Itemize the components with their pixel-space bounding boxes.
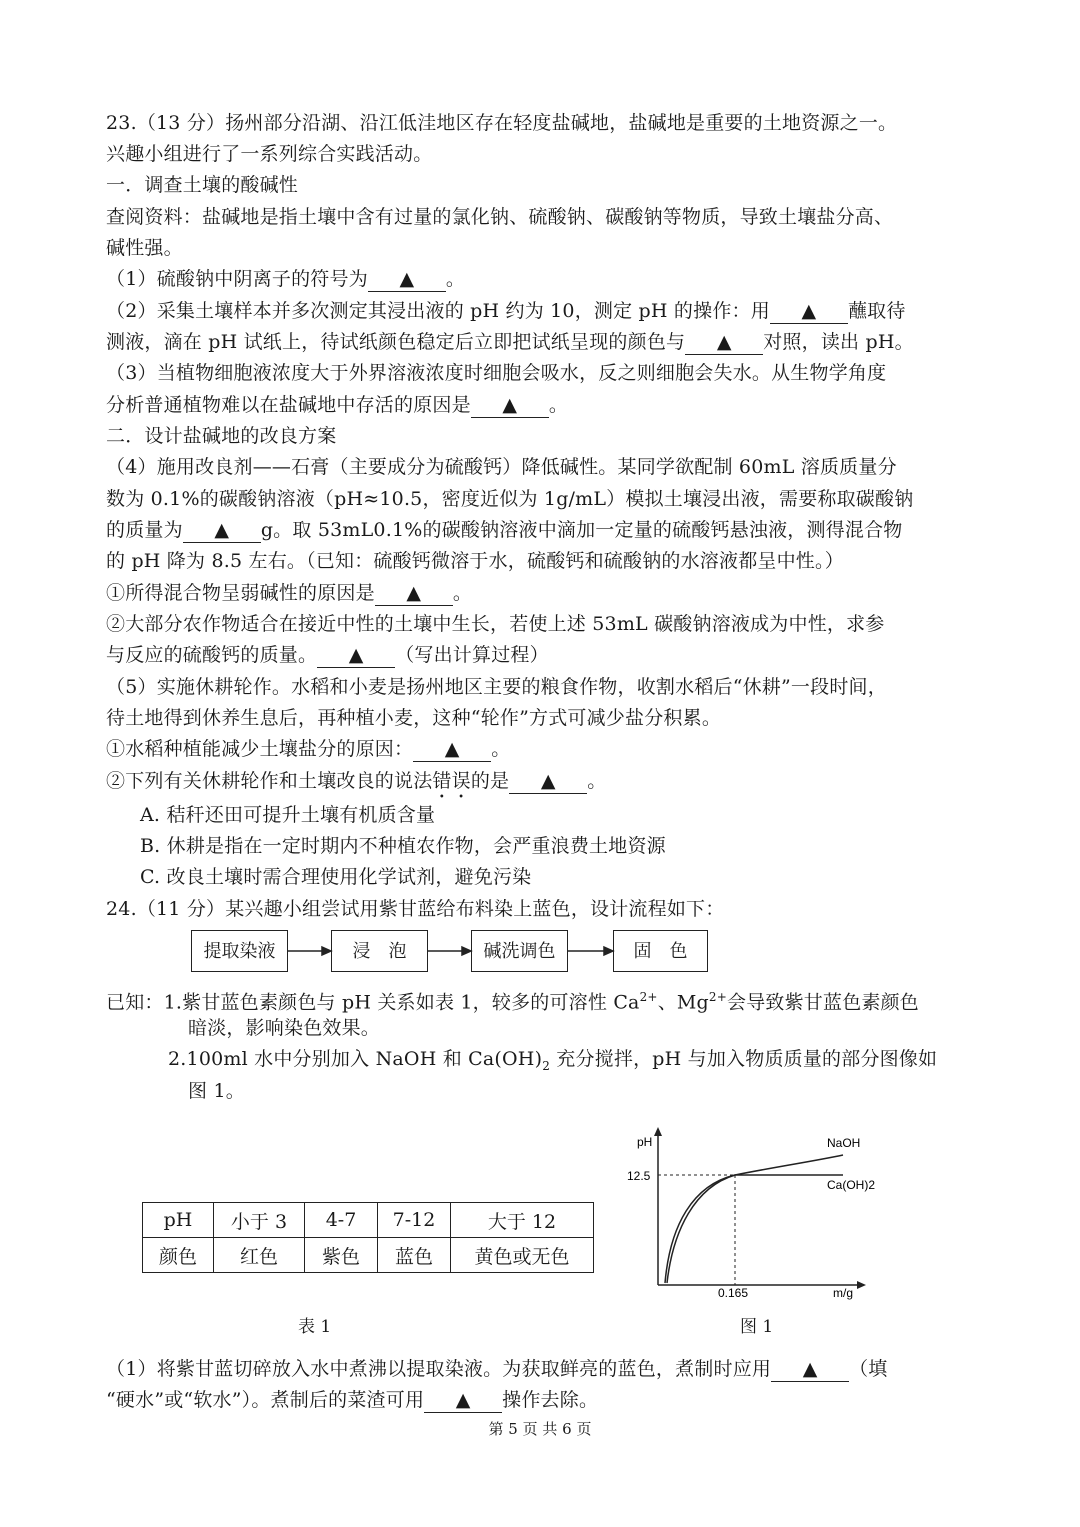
table-cell: pH bbox=[143, 1203, 214, 1238]
table-1 bbox=[142, 1202, 594, 1273]
answer-blank[interactable]: ▲ bbox=[368, 267, 446, 292]
table-cell: 颜色 bbox=[143, 1238, 214, 1273]
flow-step-4: 固 色 bbox=[613, 930, 708, 972]
q23-part5-line1: （5）实施休耕轮作。水稻和小麦是扬州地区主要的粮食作物，收割水稻后“休耕”一段时间， bbox=[106, 676, 887, 698]
q23-part4-sub1: ①所得混合物呈弱碱性的原因是 ▲ 。 bbox=[106, 582, 473, 604]
table-cell: 大于 12 bbox=[451, 1203, 594, 1238]
table-row bbox=[143, 1203, 594, 1238]
known-line4: 图 1。 bbox=[188, 1080, 245, 1102]
q23-part3-line1: （3）当植物细胞液浓度大于外界溶液浓度时细胞会吸水，反之则细胞会失水。从生物学角度 bbox=[106, 362, 887, 384]
q23-part5-sub1: ①水稻种植能减少土壤盐分的原因： ▲ 。 bbox=[106, 738, 511, 760]
q23-part2-line2: 测液，滴在 pH 试纸上，待试纸颜色稳定后立即把试纸呈现的颜色与 ▲ 对照，读出 pH。 bbox=[106, 331, 914, 353]
naoh-label: NaOH bbox=[827, 1136, 861, 1150]
answer-blank[interactable]: ▲ bbox=[471, 393, 549, 418]
q23-line2: 兴趣小组进行了一系列综合实践活动。 bbox=[106, 143, 433, 165]
table-row bbox=[143, 1238, 594, 1273]
option-b[interactable]: B. 休耕是指在一定时期内不种植农作物，会严重浪费土地资源 bbox=[140, 835, 666, 857]
q23-part1: （1）硫酸钠中阴离子的符号为 ▲ 。 bbox=[106, 268, 466, 290]
answer-blank[interactable]: ▲ bbox=[317, 643, 395, 668]
answer-blank[interactable]: ▲ bbox=[770, 299, 848, 324]
x-axis-arrow bbox=[857, 1281, 866, 1289]
flow-step-1: 提取染液 bbox=[191, 930, 288, 972]
flow-step-2: 浸 泡 bbox=[331, 930, 428, 972]
known-line1: 已知：1.紫甘蓝色素颜色与 pH 关系如表 1，较多的可溶性 $Ca^{2+}$、$Mg^{2+}$会导致紫甘蓝色素颜色 bbox=[106, 990, 920, 1014]
table-cell: 7-12 bbox=[378, 1203, 451, 1238]
q23-part4-sub2-line1: ②大部分农作物适合在接近中性的土壤中生长，若使上述 53mL 碳酸钠溶液成为中性，求参 bbox=[106, 613, 885, 635]
known-line2: 暗淡，影响染色效果。 bbox=[188, 1017, 381, 1039]
y-tick-label: 12.5 bbox=[627, 1169, 651, 1183]
q23-part4-line1: （4）施用改良剂——石膏（主要成分为硫酸钙）降低碱性。某同学欲配制 60mL 溶质质量分 bbox=[106, 456, 897, 478]
section1-heading: 一．调查土壤的酸碱性 bbox=[106, 174, 299, 196]
caoh2-label bbox=[827, 1178, 875, 1192]
y-axis-label: pH bbox=[637, 1135, 653, 1149]
option-a[interactable]: A. 秸秆还田可提升土壤有机质含量 bbox=[140, 804, 436, 826]
table-cell: 蓝色 bbox=[378, 1238, 451, 1273]
naoh-curve bbox=[665, 1155, 843, 1283]
q23-part5-line2: 待土地得到休养生息后，再种植小麦，这种“轮作”方式可减少盐分积累。 bbox=[106, 707, 722, 729]
answer-blank[interactable]: ▲ bbox=[771, 1357, 849, 1382]
section2-heading: 二．设计盐碱地的改良方案 bbox=[106, 425, 337, 447]
figure-1-chart bbox=[615, 1125, 895, 1305]
q23-part4-sub2-line2: 与反应的硫酸钙的质量。 ▲ （写出计算过程） bbox=[106, 644, 549, 666]
answer-blank[interactable]: ▲ bbox=[685, 330, 763, 355]
reference-line2: 碱性强。 bbox=[106, 237, 183, 259]
table-cell: 紫色 bbox=[305, 1238, 378, 1273]
answer-blank[interactable]: ▲ bbox=[183, 518, 261, 543]
x-axis-label: m/g bbox=[833, 1286, 854, 1300]
q23-part5-sub2: ②下列有关休耕轮作和土壤改良的说法错误的是 ▲ 。 bbox=[106, 770, 607, 792]
y-axis-arrow bbox=[654, 1127, 662, 1136]
reference-line1: 查阅资料：盐碱地是指土壤中含有过量的氯化钠、硫酸钠、碳酸钠等物质，导致土壤盐分高、 bbox=[106, 206, 894, 228]
q23-part4-line3: 的质量为 ▲ g。取 53mL0.1%的碳酸钠溶液中滴加一定量的硫酸钙悬浊液，测得混合物 bbox=[106, 519, 903, 541]
table-cell: 小于 3 bbox=[214, 1203, 305, 1238]
table-cell: 4-7 bbox=[305, 1203, 378, 1238]
caoh2-curve bbox=[667, 1175, 843, 1283]
q23-line1: 23.（13 分）扬州部分沿湖、沿江低洼地区存在轻度盐碱地，盐碱地是重要的土地资源之一。 bbox=[106, 112, 898, 134]
option-c[interactable]: C. 改良土壤时需合理使用化学试剂，避免污染 bbox=[140, 866, 532, 888]
table-cell: 红色 bbox=[214, 1238, 305, 1273]
answer-blank[interactable]: ▲ bbox=[424, 1388, 502, 1413]
answer-blank[interactable]: ▲ bbox=[375, 581, 453, 606]
answer-blank[interactable]: ▲ bbox=[413, 737, 491, 762]
answer-blank[interactable]: ▲ bbox=[509, 769, 587, 794]
q24-line1: 24.（11 分）某兴趣小组尝试用紫甘蓝给布料染上蓝色，设计流程如下： bbox=[106, 898, 725, 920]
emphasis-word: 错误 bbox=[432, 770, 471, 792]
q23-part4-line4: 的 pH 降为 8.5 左右。（已知：硫酸钙微溶于水，硫酸钙和硫酸钠的水溶液都呈中性。） bbox=[106, 550, 844, 572]
q24-part1-line2: “硬水”或“软水”）。煮制后的菜渣可用 ▲ 操作去除。 bbox=[106, 1389, 599, 1411]
flow-step-3: 碱洗调色 bbox=[471, 930, 568, 972]
table-caption: 表 1 bbox=[298, 1317, 332, 1337]
caoh2-label-text: Ca(OH)2 bbox=[827, 1178, 876, 1192]
table-cell: 黄色或无色 bbox=[451, 1238, 594, 1273]
q24-part1-line1: （1）将紫甘蓝切碎放入水中煮沸以提取染液。为获取鲜亮的蓝色，煮制时应用 ▲ （填 bbox=[106, 1358, 888, 1380]
x-tick-label: 0.165 bbox=[718, 1286, 749, 1300]
q23-part2-line1: （2）采集土壤样本并多次测定其浸出液的 pH 约为 10，测定 pH 的操作：用 ▲ 蘸取待 bbox=[106, 300, 906, 322]
q23-part4-line2: 数为 0.1%的碳酸钠溶液（pH≈10.5，密度近似为 1g/mL）模拟土壤浸出液，需要称取碳酸钠 bbox=[106, 488, 914, 510]
q23-part3-line2: 分析普通植物难以在盐碱地中存活的原因是 ▲ 。 bbox=[106, 394, 569, 416]
page-footer: 第 5 页 共 6 页 bbox=[488, 1420, 592, 1438]
known-line3: 2.100ml 水中分别加入 NaOH 和 $Ca(OH)_2$ 充分搅拌，pH 与加入物质质量的部分图像如 bbox=[168, 1048, 938, 1073]
figure-caption: 图 1 bbox=[740, 1317, 774, 1337]
